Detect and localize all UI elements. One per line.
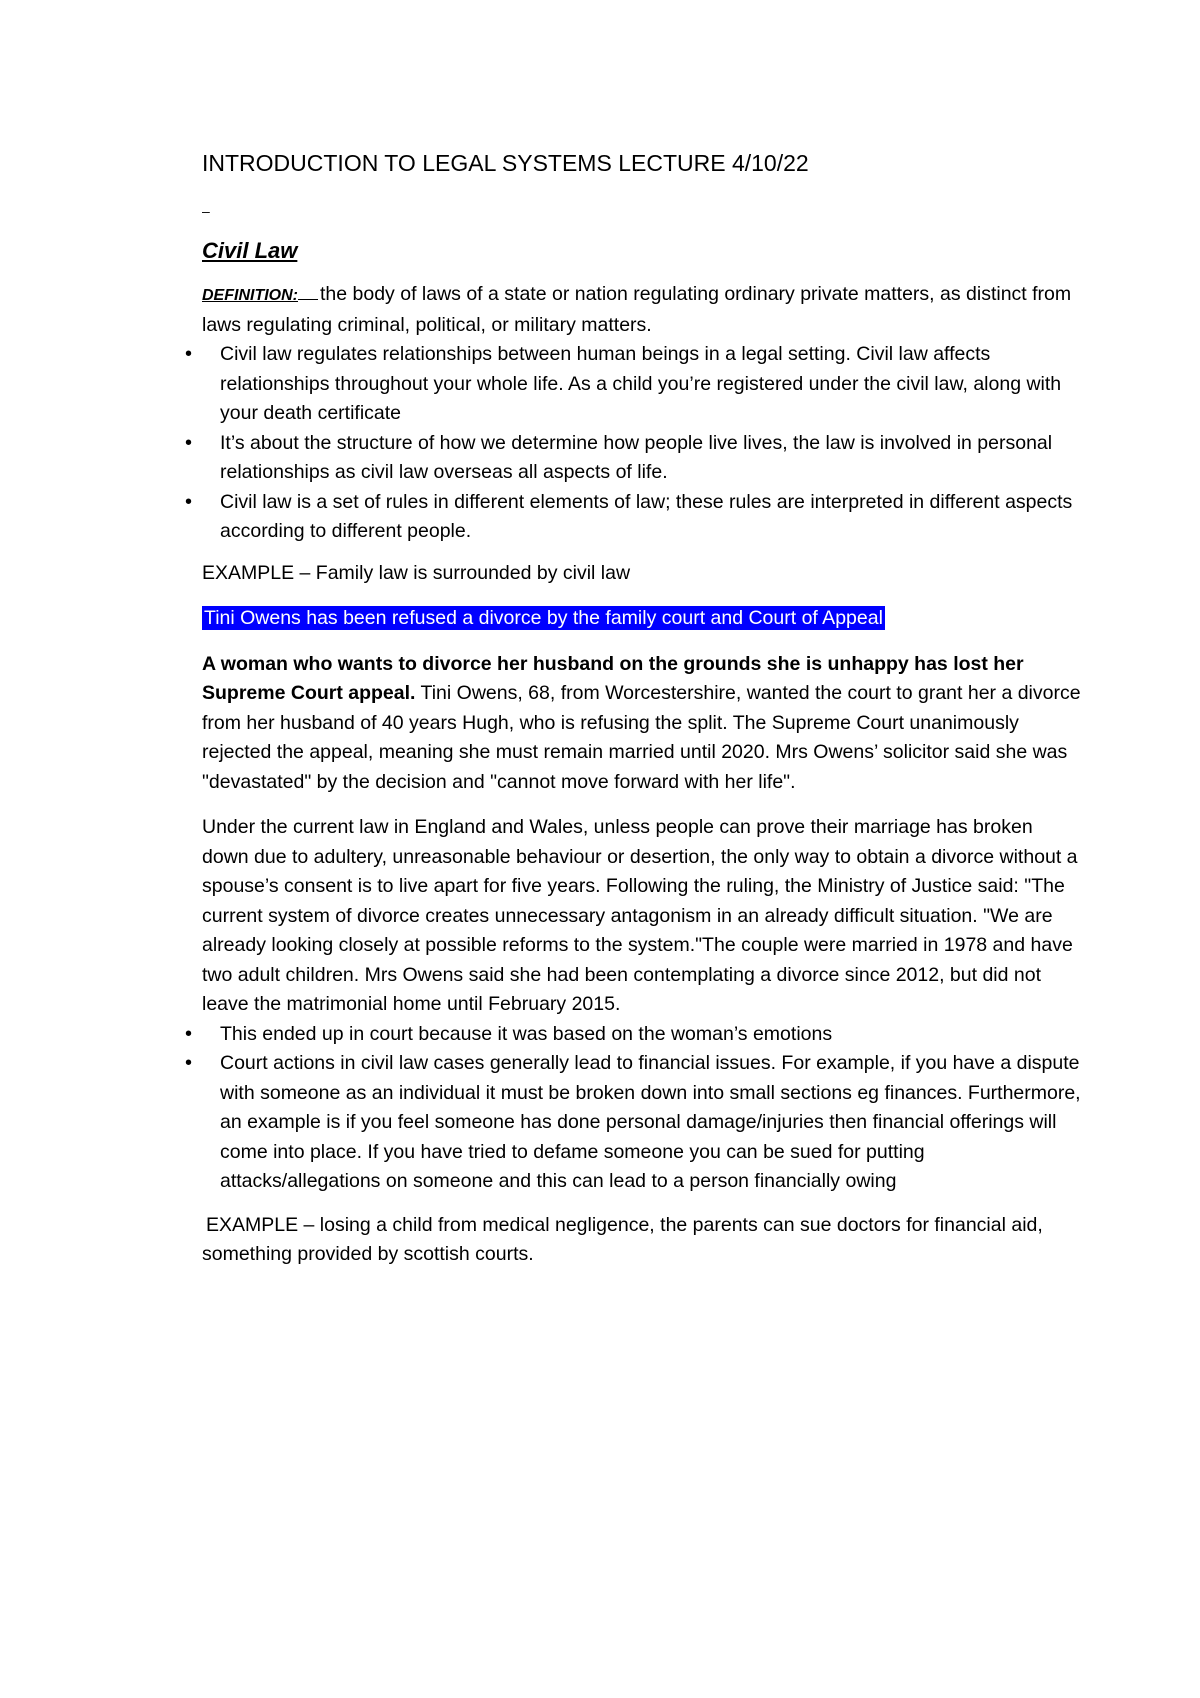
bullet-list-court-reason	[185, 1020, 1082, 1050]
definition-label: DEFINITION:	[202, 287, 298, 304]
section-heading: Civil Law	[202, 238, 298, 263]
definition-paragraph	[202, 280, 1082, 340]
list-item	[185, 488, 1082, 547]
page-title: INTRODUCTION TO LEGAL SYSTEMS LECTURE 4/10/22	[202, 150, 809, 176]
list-item	[185, 1049, 1082, 1197]
list-item-text: Civil law regulates relationships between human beings in a legal setting. Civil law affects relationships throughout your whole life. As a child you’re registered under the civil law, along with your death certificate	[220, 343, 1062, 424]
separator-dash: –	[202, 203, 210, 219]
document-body	[185, 148, 1082, 1270]
list-item	[185, 1020, 1082, 1050]
bullet-list-civil-law	[185, 340, 1082, 547]
list-item-text: Civil law is a set of rules in different elements of law; these rules are interpreted in different aspects according to different people.	[220, 490, 1073, 542]
article-paragraph-2: Under the current law in England and Wales, unless people can prove their marriage has broken down due to adultery, unreasonable behaviour or desertion, the only way to obtain a divorce without a spouse’s consent is to live apart for five years. Following the ruling, the Ministry of Justice said: "The current system of divorce creates unnecessary antagonism in an already difficult situation. "We are already looking closely at possible reforms to the system."The couple were married in 1978 and have two adult children. Mrs Owens said she had been contemplating a divorce since 2012, but did not leave the matrimonial home until February 2015.	[202, 816, 1078, 1015]
example-medical-negligence: EXAMPLE – losing a child from medical negligence, the parents can sue doctors for financial aid, something provided by scottish courts.	[202, 1213, 1043, 1265]
list-item-text: It’s about the structure of how we determine how people live lives, the law is involved in personal relationships as civil law overseas all aspects of life.	[220, 431, 1053, 483]
definition-text: the body of laws of a state or nation regulating ordinary private matters, as distinct from laws regulating criminal, political, or military matters.	[202, 283, 1072, 336]
article-paragraph-1	[202, 650, 1082, 798]
highlighted-text: Tini Owens has been refused a divorce by the family court and Court of Appeal	[204, 607, 883, 629]
article-body: Tini Owens, 68, from Worcestershire, wanted the court to grant her a divorce from her husband of 40 years Hugh, who is refusing the split. The Supreme Court unanimously rejected the appeal, meaning she must remain married until 2020. Mrs Owens’ solicitor said she was "devastated" by the decision and "cannot move forward with her life".	[202, 682, 1081, 793]
bullet-icon: •	[185, 1052, 193, 1074]
list-item	[185, 340, 1082, 429]
definition-underline-gap	[298, 298, 318, 300]
bullet-icon: •	[185, 490, 193, 513]
bullet-icon: •	[185, 343, 193, 365]
bullet-icon: •	[185, 431, 193, 454]
highlighted-headline	[202, 604, 1082, 634]
example-family-law: EXAMPLE – Family law is surrounded by civil law	[202, 561, 631, 584]
list-item-text: This ended up in court because it was based on the woman’s emotions	[220, 1022, 833, 1045]
bullet-icon: •	[185, 1022, 193, 1045]
bullet-list-court-actions	[185, 1049, 1082, 1197]
article-lead: A woman who wants to divorce her husband on the grounds she is unhappy has lost her Supreme Court appeal.	[202, 652, 1024, 704]
list-item-text: Court actions in civil law cases generally lead to financial issues. For example, if you have a dispute with someone as an individual it must be broken down into small sections eg finances. Furthermore, an example is if you feel someone has done personal damage/injuries then financial offerings will come into place. If you have tried to defame someone you can be sued for putting attacks/allegations on someone and this can lead to a person financially owing	[220, 1052, 1081, 1192]
list-item	[185, 429, 1082, 488]
